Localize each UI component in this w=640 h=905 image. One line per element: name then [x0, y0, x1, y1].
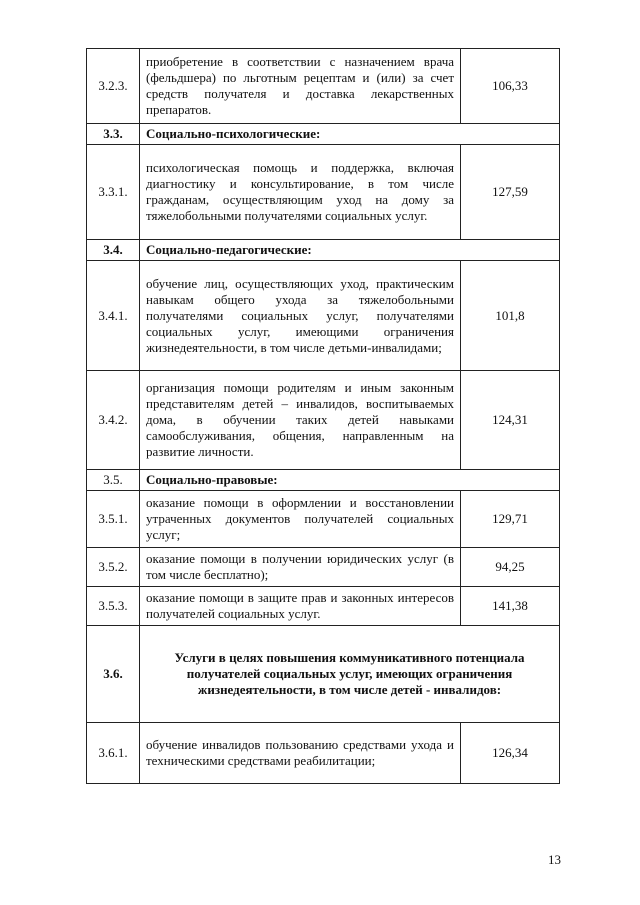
table-row: [87, 49, 560, 124]
service-description: психологическая помощь и поддержка, включая диагностику и консультирование, в том числе гражданам, осуществляющим уход на дому за тяжелобольными получателями социальных услуг.: [140, 145, 461, 240]
table-row: [87, 723, 560, 784]
section-header-row: [87, 470, 560, 491]
section-header-row: [87, 124, 560, 145]
section-number: 3.5.: [87, 470, 140, 491]
table-row: [87, 491, 560, 548]
service-description: обучение инвалидов пользованию средствами ухода и техническими средствами реабилитации;: [140, 723, 461, 784]
section-title: Услуги в целях повышения коммуникативного потенциала получателей социальных услуг, имеющих ограничения жизнедеятельности, в том числе детей - инвалидов:: [140, 626, 560, 723]
service-price: 126,34: [461, 723, 560, 784]
table-row: [87, 261, 560, 371]
row-number: 3.6.1.: [87, 723, 140, 784]
service-price: 94,25: [461, 548, 560, 587]
service-price: 141,38: [461, 587, 560, 626]
service-description: оказание помощи в защите прав и законных интересов получателей социальных услуг.: [140, 587, 461, 626]
row-number: 3.5.2.: [87, 548, 140, 587]
row-number: 3.2.3.: [87, 49, 140, 124]
table-row: [87, 548, 560, 587]
section-number: 3.6.: [87, 626, 140, 723]
page-number: 13: [548, 852, 561, 867]
service-price: 129,71: [461, 491, 560, 548]
section-header-row: [87, 240, 560, 261]
row-number: 3.4.1.: [87, 261, 140, 371]
service-price: 101,8: [461, 261, 560, 371]
row-number: 3.5.3.: [87, 587, 140, 626]
service-description: приобретение в соответствии с назначением врача (фельдшера) по льготным рецептам и (или) за счет средств получателя и доставка лекарственных препаратов.: [140, 49, 461, 124]
row-number: 3.4.2.: [87, 371, 140, 470]
service-description: оказание помощи в оформлении и восстановлении утраченных документов получателей социальных услуг;: [140, 491, 461, 548]
table-row: [87, 371, 560, 470]
section-title: Социально-правовые:: [140, 470, 560, 491]
services-table: [86, 48, 560, 784]
section-number: 3.3.: [87, 124, 140, 145]
service-description: обучение лиц, осуществляющих уход, практическим навыкам общего ухода за тяжелобольными получателями социальных услуг, получателями социальных услуг, имеющими ограничения жизнедеятельности, в том числе детьми-инвалидами;: [140, 261, 461, 371]
section-header-row: [87, 626, 560, 723]
section-title: Социально-педагогические:: [140, 240, 560, 261]
row-number: 3.5.1.: [87, 491, 140, 548]
service-price: 127,59: [461, 145, 560, 240]
section-title: Социально-психологические:: [140, 124, 560, 145]
table-row: [87, 145, 560, 240]
service-price: 124,31: [461, 371, 560, 470]
service-description: организация помощи родителям и иным законным представителям детей – инвалидов, воспитываемых дома, в обучении таких детей навыками самообслуживания, общения, направленным на развитие личности.: [140, 371, 461, 470]
service-price: 106,33: [461, 49, 560, 124]
row-number: 3.3.1.: [87, 145, 140, 240]
section-number: 3.4.: [87, 240, 140, 261]
service-description: оказание помощи в получении юридических услуг (в том числе бесплатно);: [140, 548, 461, 587]
table-row: [87, 587, 560, 626]
